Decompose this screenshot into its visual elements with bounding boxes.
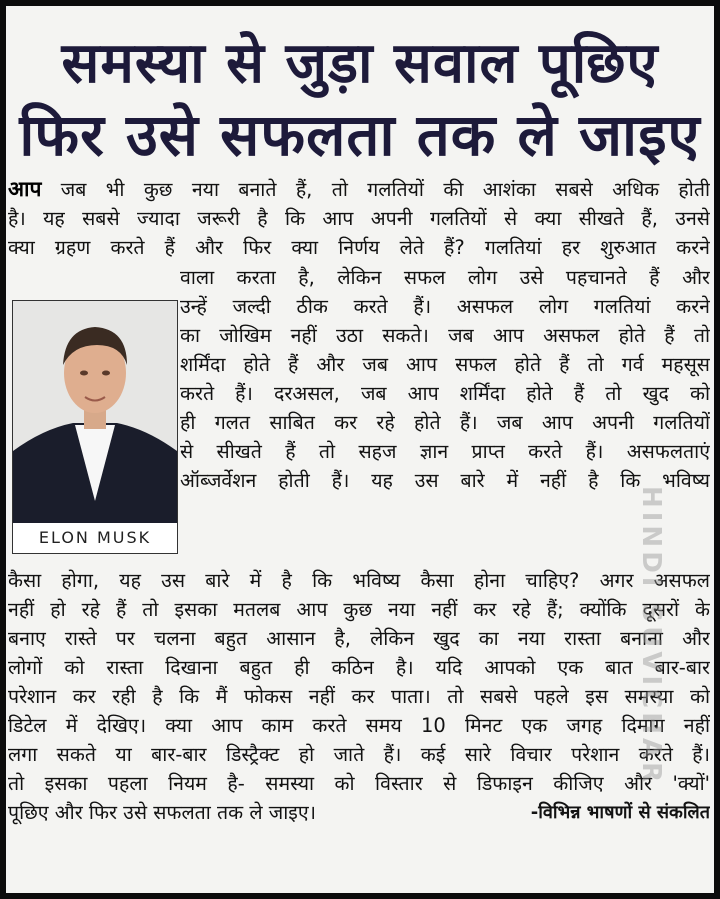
- body-line-6: का जोखिम नहीं उठा सकते। जब आप असफल होते हैं तो: [180, 324, 710, 347]
- lead-word: आप: [8, 177, 42, 201]
- photo-caption: ELON MUSK: [13, 523, 177, 553]
- body-line-9: ही गलत साबित कर रहे होते हैं। जब आप अपनी गलतियों: [180, 411, 710, 434]
- body-line-12: कैसा होगा, यह उस बारे में है कि भविष्य कैसा होना चाहिए? अगर असफल: [8, 569, 710, 592]
- body-line-14: बनाए रास्ते पर चलना बहुत आसान है, लेकिन खुद का नया रास्ता बनाना और: [8, 627, 710, 650]
- body-line-19: तो इसका पहला नियम है- समस्या को विस्तार से डिफाइन कीजिए और 'क्यों': [8, 772, 710, 795]
- headline-line-2: फिर उसे सफलता तक ले जाइए: [19, 101, 701, 169]
- body-line-10: से सीखते हैं तो सहज ज्ञान प्राप्त करते हैं। असफलताएं: [180, 440, 710, 463]
- body-line-2: है। यह सबसे ज्यादा जरूरी है कि आप अपनी गलतियों से क्या सीखते हैं, उनसे: [8, 207, 710, 230]
- body-line-3: क्या ग्रहण करते हैं और फिर क्या निर्णय लेते हैं? गलतियां हर शुरुआत करने: [8, 236, 710, 259]
- body-line-8: करते हैं। दरअसल, जब आप शर्मिंदा होते हैं तो खुद को: [180, 382, 710, 405]
- source-credit: -विभिन्न भाषणों से संकलित: [530, 802, 710, 823]
- body-line-16: परेशान कर रही है कि मैं फोकस नहीं कर पाता। तो सबसे पहले इस समस्या को: [8, 685, 710, 708]
- body-line-15: लोगों को रास्ता दिखाना बहुत ही कठिन है। यदि आपको एक बात बार-बार: [8, 656, 710, 679]
- author-photo: [12, 300, 178, 554]
- headline-line-1: समस्या से जुड़ा सवाल पूछिए: [61, 30, 659, 96]
- watermark: HINDI SUVICHAR: [636, 486, 666, 787]
- body-line-1: आप जब भी कुछ नया बनाते हैं, तो गलतियों की आशंका सबसे अधिक होती: [8, 177, 710, 201]
- portrait-image: [13, 301, 177, 523]
- body-line-7: शर्मिंदा होते हैं और जब आप सफल होते हैं तो गर्व महसूस: [180, 353, 710, 376]
- body-line-20: पूछिए और फिर उसे सफलता तक ले जाइए। -विभिन्न भाषणों से संकलित: [8, 801, 710, 824]
- body-line-11: ऑब्जर्वेशन होती हैं। यह उस बारे में नहीं है कि भविष्य: [180, 469, 710, 492]
- body-line-17: डिटेल में देखिए। क्या आप काम करते समय 10 मिनट एक जगह दिमाग नहीं: [8, 714, 710, 737]
- body-line-4: वाला करता है, लेकिन सफल लोग उसे पहचानते हैं और: [180, 266, 710, 289]
- body-line-13: नहीं हो रहे हैं तो इसका मतलब आप कुछ नया नहीं कर रहे हैं; क्योंकि दूसरों के: [8, 598, 710, 621]
- body-line-5: उन्हें जल्दी ठीक करते हैं। असफल लोग गलतियां करने: [180, 295, 710, 318]
- newspaper-clipping: [6, 6, 714, 893]
- body-line-18: लगा सकते या बार-बार डिस्ट्रैक्ट हो जाते हैं। कई सारे विचार परेशान करते हैं।: [8, 743, 710, 766]
